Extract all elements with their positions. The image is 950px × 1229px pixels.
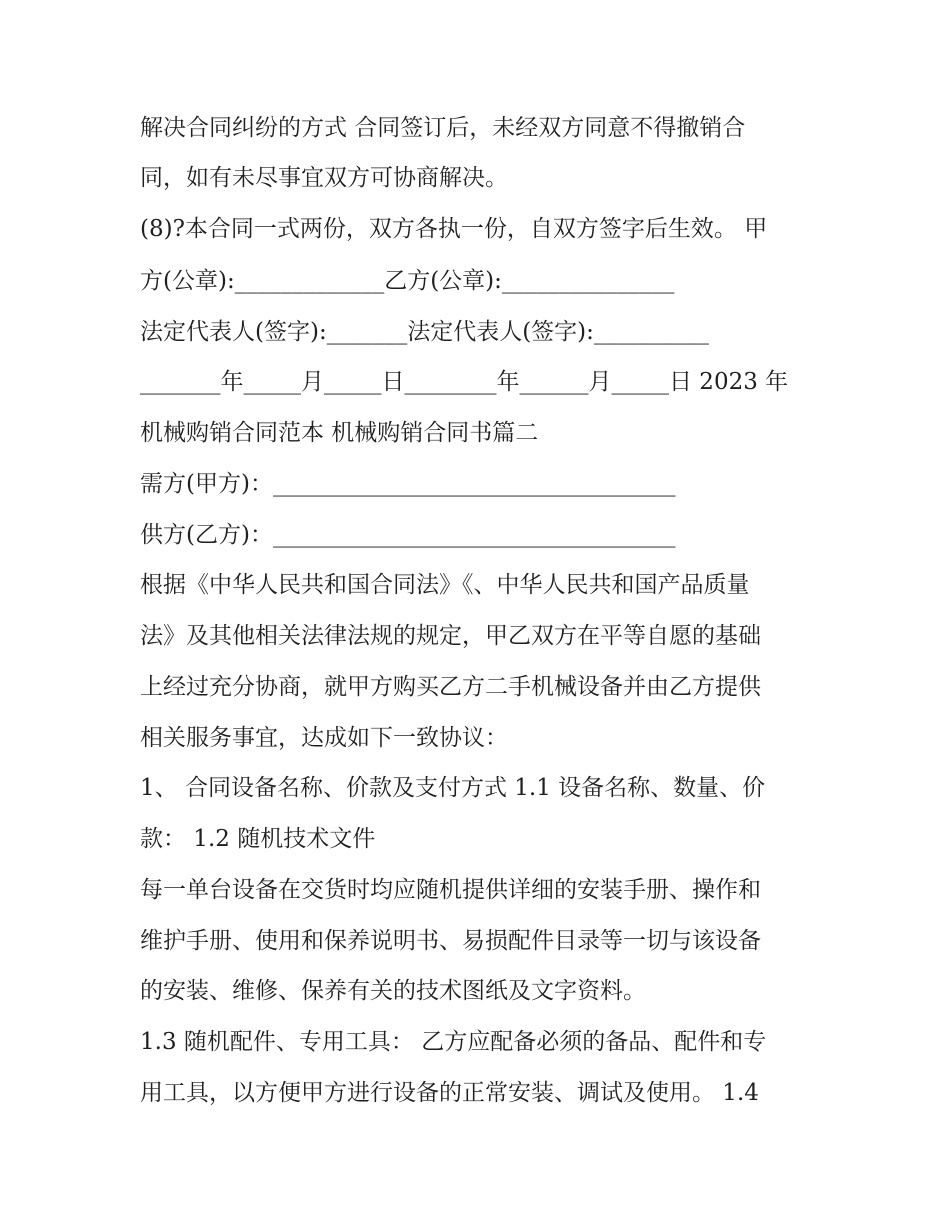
signature-line-representative: 法定代表人(签字):_______法定代表人(签字):__________	[140, 319, 709, 345]
text-line: 法》及其他相关法律法规的规定，甲乙双方在平等自愿的基础	[140, 623, 761, 649]
party-b-line: 供方(乙方)：___________________________________	[140, 522, 676, 548]
text-line: 每一单台设备在交货时均应随机提供详细的安装手册、操作和	[140, 877, 761, 903]
text-line: 款： 1.2 随机技术文件	[140, 826, 376, 852]
text-line: 解决合同纠纷的方式 合同签订后，未经双方同意不得撤销合	[140, 115, 746, 141]
text-line: 上经过充分协商，就甲方购买乙方二手机械设备并由乙方提供	[140, 674, 761, 700]
signature-line-seal: 方(公章):_____________乙方(公章):_______________	[140, 268, 675, 294]
text-line: (8)?本合同一式两份，双方各执一份，自双方签字后生效。 甲	[140, 216, 768, 242]
text-line: 根据《中华人民共和国合同法》《、中华人民共和国产品质量	[140, 572, 750, 598]
text-line: 的安装、维修、保养有关的技术图纸及文字资料。	[140, 978, 646, 1004]
text-line: 维护手册、使用和保养说明书、易损配件目录等一切与该设备	[140, 928, 761, 954]
clause-heading: 1、 合同设备名称、价款及支付方式 1.1 设备名称、数量、价	[140, 775, 766, 801]
section-title: 机械购销合同范本 机械购销合同书篇二	[140, 420, 539, 446]
text-line: 相关服务事宜，达成如下一致协议：	[140, 725, 508, 751]
signature-line-date: _______年_____月_____日________年______月_____日 2023 年	[140, 369, 789, 395]
party-a-line: 需方(甲方)：___________________________________	[140, 471, 676, 497]
text-line: 同，如有未尽事宜双方可协商解决。	[140, 165, 508, 191]
text-line: 1.3 随机配件、专用工具： 乙方应配备必须的备品、配件和专	[140, 1029, 767, 1055]
text-line: 用工具，以方便甲方进行设备的正常安装、调试及使用。 1.4	[140, 1080, 759, 1106]
